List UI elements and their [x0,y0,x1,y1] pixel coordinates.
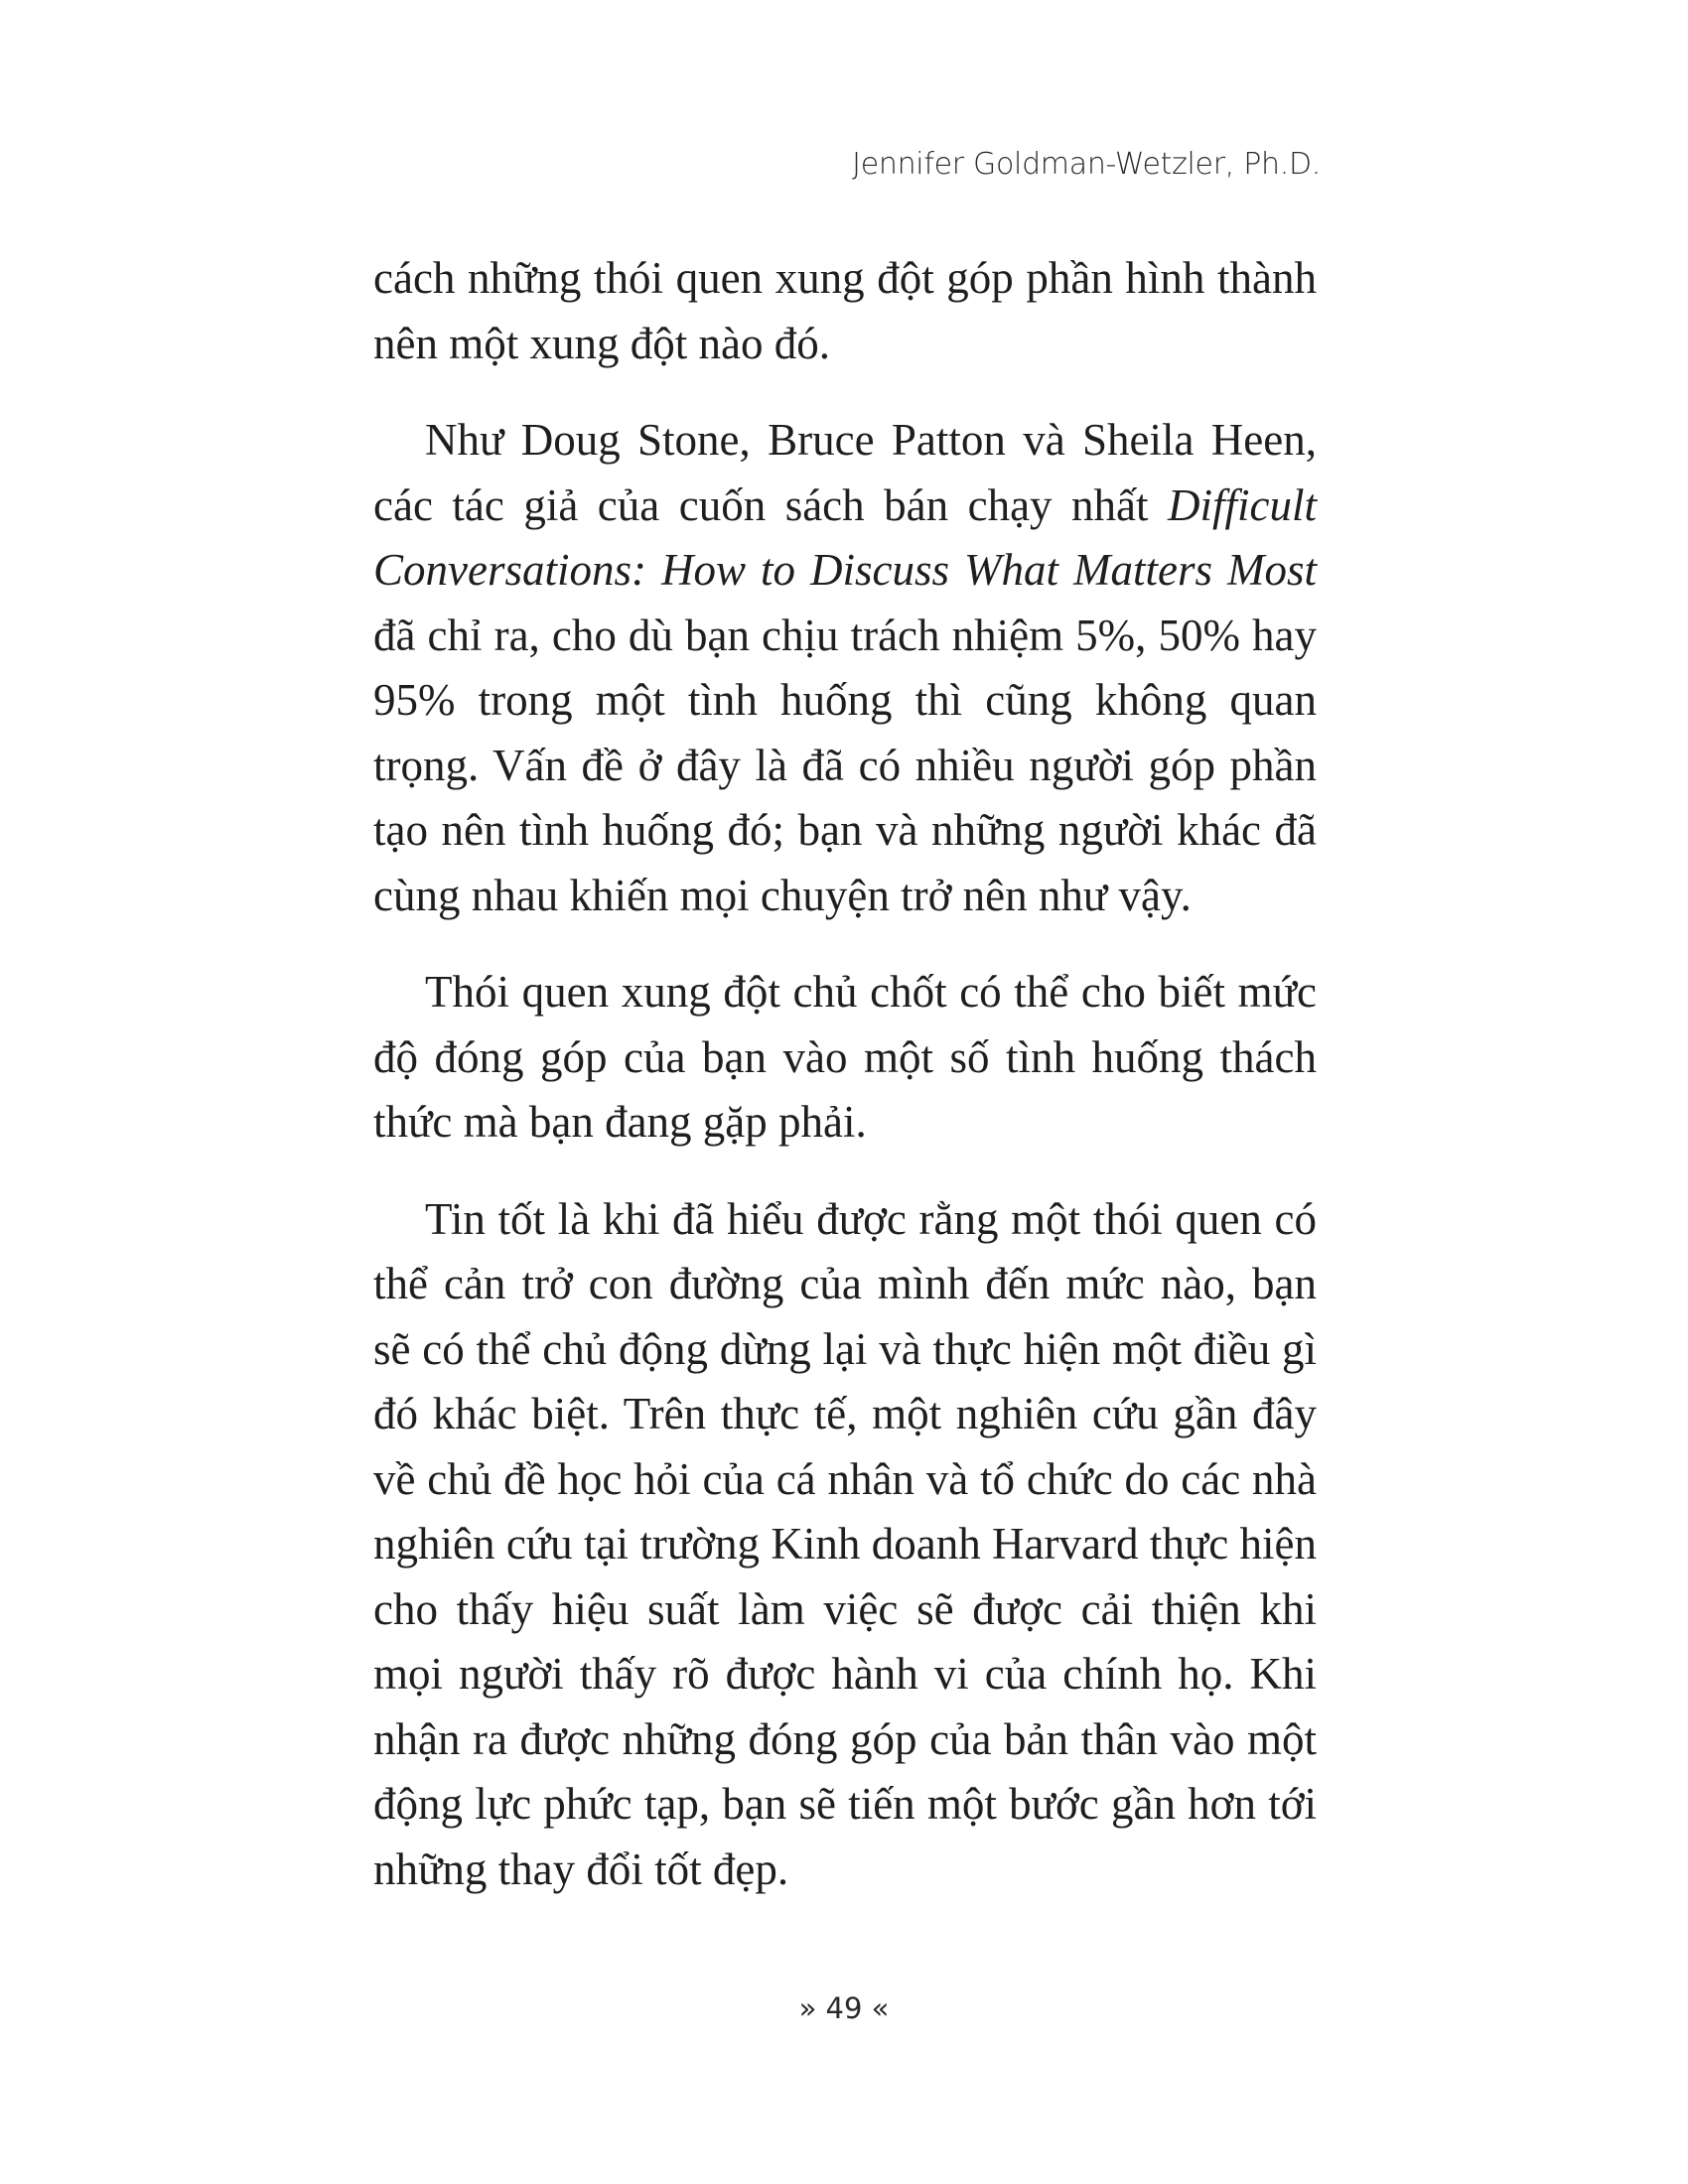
paragraph-2-lead: Như Doug Stone, Bruce Patton và Sheila Heen, các tác giả của cuốn sách bán chạy nhất [373,415,1317,530]
paragraph-2-rest: đã chỉ ra, cho dù bạn chịu trách nhiệm 5%, 50% hay 95% trong một tình huống thì cũng không quan trọng. Vấn đề ở đây là đã có nhiều người góp phần tạo nên tình huống đó; bạn và những người khác đã cùng nhau khiến mọi chuyện trở nên như vậy. [373,610,1317,920]
paragraph-3: Thói quen xung đột chủ chốt có thể cho biết mức độ đóng góp của bạn vào một số tình huống thách thức mà bạn đang gặp phải. [373,967,1317,1147]
running-head-author: Jennifer Goldman-Wetzler, Ph.D. [852,147,1321,182]
book-title-italic: Difficult Conversations: How to Discuss What Matters Most [373,479,1317,595]
page-number: » 49 « [798,1991,890,2025]
paragraph-1: cách những thói quen xung đột góp phần hình thành nên một xung đột nào đó. [373,253,1317,368]
paragraph-2 [373,408,1317,928]
paragraph-4: Tin tốt là khi đã hiểu được rằng một thói quen có thể cản trở con đường của mình đến mức nào, bạn sẽ có thể chủ động dừng lại và thực hiện một điều gì đó khác biệt. Trên thực tế, một nghiên cứu gần đây về chủ đề học hỏi của cá nhân và tổ chức do các nhà nghiên cứu tại trường Kinh doanh Harvard thực hiện cho thấy hiệu suất làm việc sẽ được cải thiện khi mọi người thấy rõ được hành vi của chính họ. Khi nhận ra được những đóng góp của bản thân vào một động lực phức tạp, bạn sẽ tiến một bước gần hơn tới những thay đổi tốt đẹp. [373,1193,1317,1894]
body-text [373,246,1317,1934]
